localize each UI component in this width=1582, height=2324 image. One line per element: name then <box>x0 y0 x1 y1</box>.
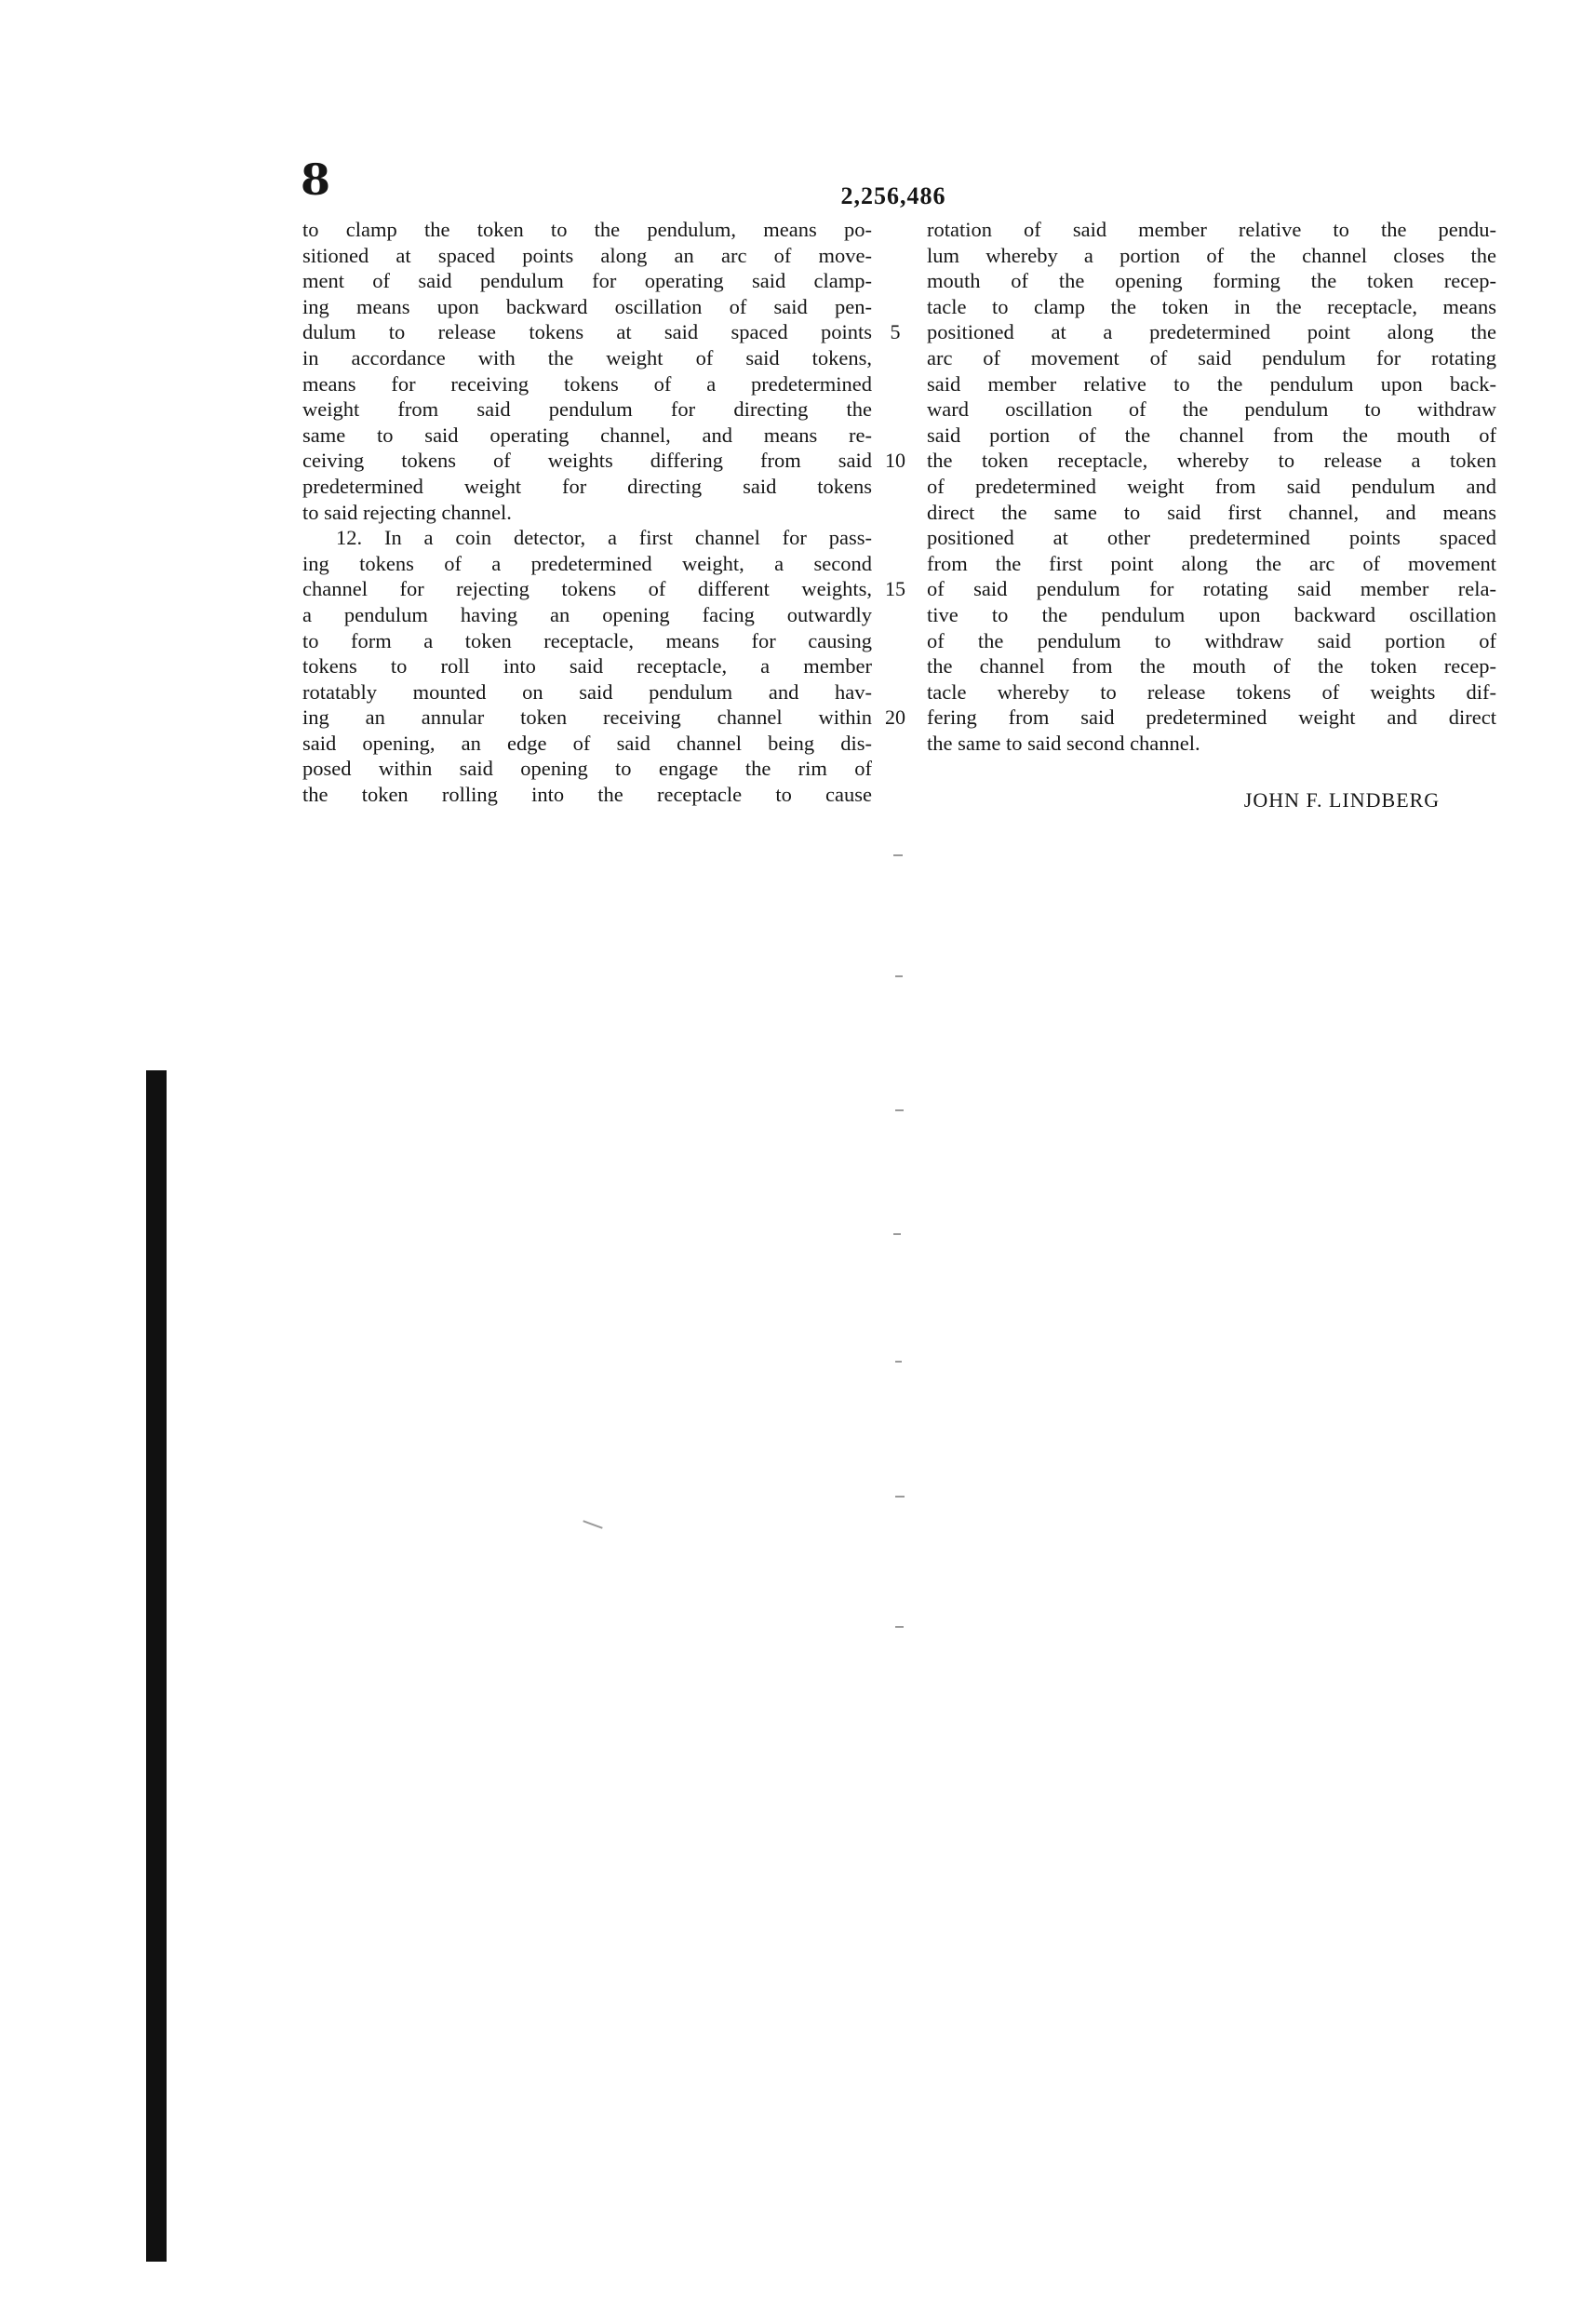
text-line: ceiving tokens of weights differing from said <box>302 449 872 473</box>
text-line: ward oscillation of the pendulum to withdraw <box>927 397 1496 422</box>
text-line: tacle to clamp the token in the receptacle, means <box>927 294 1496 318</box>
text-line: fering from said predetermined weight and direct <box>927 705 1496 730</box>
text-line: said member relative to the pendulum upon back- <box>927 371 1496 396</box>
scan-speck <box>895 1361 902 1363</box>
text-line: the same to said second channel. <box>927 731 1200 755</box>
text-line: of said pendulum for rotating said member rela- <box>927 577 1496 601</box>
text-line: positioned at a predetermined point along the <box>927 320 1496 344</box>
text-line: of the pendulum to withdraw said portion of <box>927 628 1496 652</box>
text-line: posed within said opening to engage the rim of <box>302 757 872 781</box>
text-line: tive to the pendulum upon backward oscillation <box>927 602 1496 626</box>
text-line: arc of movement of said pendulum for rotating <box>927 345 1496 369</box>
text-line: from the first point along the arc of movement <box>927 551 1496 575</box>
scan-speck <box>893 854 903 856</box>
text-line: weight from said pendulum for directing the <box>302 397 872 422</box>
scan-speck <box>893 1233 901 1235</box>
text-line: said portion of the channel from the mouth of <box>927 423 1496 447</box>
text-line: the token receptacle, whereby to release a token <box>927 449 1496 473</box>
line-number: 15 <box>885 577 905 600</box>
inventor-signature: JOHN F. LINDBERG <box>1243 788 1441 812</box>
left-column <box>302 217 872 808</box>
text-line: a pendulum having an opening facing outwardly <box>302 602 872 626</box>
patent-number: 2,256,486 <box>840 182 946 209</box>
text-line: channel for rejecting tokens of different weights, <box>302 577 872 601</box>
right-column <box>927 217 1496 756</box>
line-number: 5 <box>890 320 901 343</box>
scan-speck <box>895 1626 904 1628</box>
text-line: direct the same to said first channel, and means <box>927 500 1496 524</box>
text-line: the channel from the mouth of the token recep- <box>927 654 1496 678</box>
text-line: in accordance with the weight of said tokens, <box>302 345 872 369</box>
line-number: 10 <box>885 449 905 472</box>
scan-speck <box>895 1109 904 1111</box>
scan-speck <box>895 1496 905 1498</box>
text-line: tacle whereby to release tokens of weights dif- <box>927 679 1496 704</box>
text-line: ment of said pendulum for operating said clamp- <box>302 269 872 293</box>
text-line: means for receiving tokens of a predetermined <box>302 371 872 396</box>
text-line: to said rejecting channel. <box>302 500 512 524</box>
text-line: ing tokens of a predetermined weight, a second <box>302 551 872 575</box>
text-line: lum whereby a portion of the channel closes the <box>927 243 1496 267</box>
text-line: to form a token receptacle, means for causing <box>302 628 872 652</box>
text-line: dulum to release tokens at said spaced points <box>302 320 872 344</box>
text-line: positioned at other predetermined points spaced <box>927 526 1496 550</box>
text-line: rotation of said member relative to the pendu- <box>927 218 1496 241</box>
scan-speck <box>583 1520 602 1528</box>
text-line: to clamp the token to the pendulum, means po- <box>302 218 872 241</box>
page-number: 8 <box>301 154 331 205</box>
text-line: ing an annular token receiving channel within <box>302 705 872 730</box>
text-line: mouth of the opening forming the token recep- <box>927 269 1496 293</box>
text-line: sitioned at spaced points along an arc of move- <box>302 243 872 267</box>
text-line: ing means upon backward oscillation of said pen- <box>302 294 872 318</box>
text-line: said opening, an edge of said channel being dis- <box>302 731 872 755</box>
line-number: 20 <box>885 705 905 729</box>
text-line: tokens to roll into said receptacle, a member <box>302 654 872 678</box>
text-line: predetermined weight for directing said tokens <box>302 474 872 498</box>
text-line: of predetermined weight from said pendulum and <box>927 474 1496 498</box>
text-line: rotatably mounted on said pendulum and hav- <box>302 679 872 704</box>
claim-12-start: 12. In a coin detector, a first channel for pass- <box>336 526 872 550</box>
scan-speck <box>895 975 903 977</box>
text-line: same to said operating channel, and means re- <box>302 423 872 447</box>
margin-scan-bar <box>146 1070 167 2262</box>
text-line: the token rolling into the receptacle to cause <box>302 783 872 807</box>
